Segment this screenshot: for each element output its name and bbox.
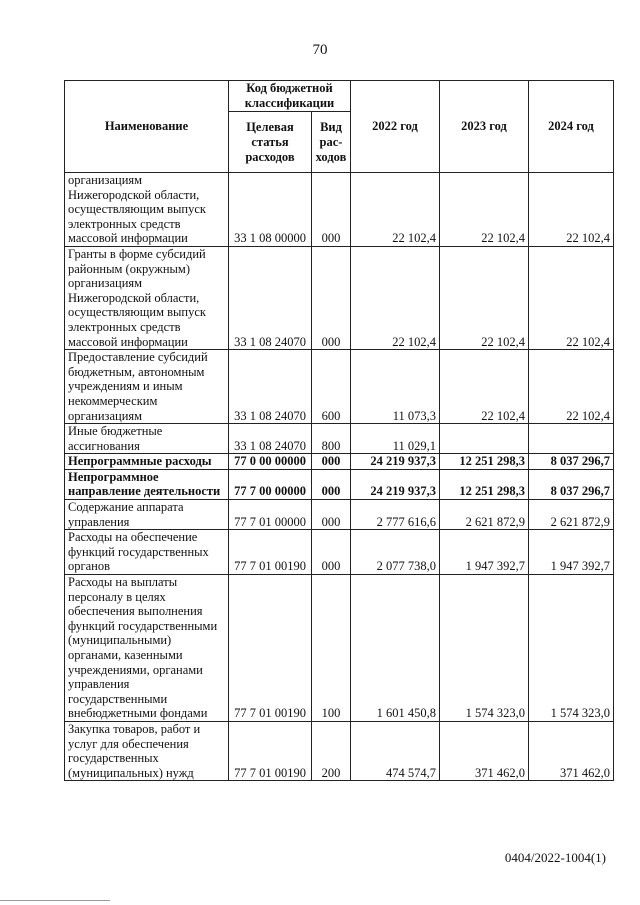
header-year-2023: 2023 год: [440, 81, 529, 173]
row-2024-value-cell: 1 574 323,0: [529, 575, 614, 722]
row-2024-value-cell: 22 102,4: [529, 246, 614, 349]
row-expense-kind-cell: 000: [312, 469, 351, 499]
row-2024-value-cell: [529, 424, 614, 454]
row-target-article-cell: 33 1 08 24070: [229, 424, 312, 454]
row-2023-value-cell: 22 102,4: [440, 350, 529, 424]
row-2024-value-cell: 8 037 296,7: [529, 454, 614, 470]
row-2023-value-cell: 1 574 323,0: [440, 575, 529, 722]
row-target-article-cell: 77 7 00 00000: [229, 469, 312, 499]
row-2023-value-cell: [440, 424, 529, 454]
row-2022-value-cell: 22 102,4: [351, 173, 440, 247]
table-row: [65, 575, 614, 722]
row-2024-value-cell: 1 947 392,7: [529, 530, 614, 575]
row-2023-value-cell: 22 102,4: [440, 246, 529, 349]
row-name-cell: Закупка товаров, работ и услуг для обеспечения государственных (муниципальных) нужд: [65, 721, 229, 780]
row-2024-value-cell: 371 462,0: [529, 721, 614, 780]
row-name-cell: организациям Нижегородской области, осуществляющим выпуск электронных средств массовой информации: [65, 173, 229, 247]
row-name-cell: Непрограммное направление деятельности: [65, 469, 229, 499]
row-name-cell: Иные бюджетные ассигнования: [65, 424, 229, 454]
row-expense-kind-cell: 000: [312, 530, 351, 575]
row-name-cell: Непрограммные расходы: [65, 454, 229, 470]
table-row: [65, 454, 614, 470]
header-code-group: Код бюджетной классификации: [229, 81, 351, 112]
row-2022-value-cell: 22 102,4: [351, 246, 440, 349]
table-row: [65, 424, 614, 454]
table-row: [65, 500, 614, 530]
row-2024-value-cell: 22 102,4: [529, 350, 614, 424]
row-2023-value-cell: 1 947 392,7: [440, 530, 529, 575]
row-target-article-cell: 33 1 08 24070: [229, 350, 312, 424]
row-name-cell: Предоставление субсидий бюджетным, автономным учреждениям и иным некоммерческим организациям: [65, 350, 229, 424]
row-2022-value-cell: 2 777 616,6: [351, 500, 440, 530]
row-2022-value-cell: 2 077 738,0: [351, 530, 440, 575]
row-expense-kind-cell: 000: [312, 500, 351, 530]
row-2024-value-cell: 22 102,4: [529, 173, 614, 247]
row-2023-value-cell: 2 621 872,9: [440, 500, 529, 530]
row-2022-value-cell: 1 601 450,8: [351, 575, 440, 722]
row-name-cell: Содержание аппарата управления: [65, 500, 229, 530]
row-target-article-cell: 77 7 01 00190: [229, 721, 312, 780]
header-expense-kind: Вид рас-ходов: [312, 112, 351, 173]
row-target-article-cell: 77 7 01 00000: [229, 500, 312, 530]
table-row: [65, 350, 614, 424]
header-target-article: Целевая статья расходов: [229, 112, 312, 173]
row-target-article-cell: 77 7 01 00190: [229, 575, 312, 722]
document-code: 0404/2022-1004(1): [504, 850, 606, 865]
row-target-article-cell: 33 1 08 00000: [229, 173, 312, 247]
row-2022-value-cell: 11 073,3: [351, 350, 440, 424]
row-expense-kind-cell: 000: [312, 246, 351, 349]
table-body: [65, 173, 614, 781]
row-2022-value-cell: 474 574,7: [351, 721, 440, 780]
header-year-2022: 2022 год: [351, 81, 440, 173]
row-expense-kind-cell: 000: [312, 454, 351, 470]
row-expense-kind-cell: 100: [312, 575, 351, 722]
row-name-cell: Расходы на обеспечение функций государственных органов: [65, 530, 229, 575]
table-row: [65, 721, 614, 780]
row-name-cell: Расходы на выплаты персоналу в целях обеспечения выполнения функций государственными (муниципальными) органами, казенными учреждениями, органами управления государственными внебюджетными фондами: [65, 575, 229, 722]
header-name: Наименование: [65, 81, 229, 173]
row-expense-kind-cell: 600: [312, 350, 351, 424]
row-2024-value-cell: 2 621 872,9: [529, 500, 614, 530]
row-2022-value-cell: 24 219 937,3: [351, 454, 440, 470]
footer-rule: [0, 900, 110, 901]
table-row: [65, 246, 614, 349]
table-row: [65, 173, 614, 247]
row-2023-value-cell: 12 251 298,3: [440, 469, 529, 499]
row-2023-value-cell: 22 102,4: [440, 173, 529, 247]
row-2023-value-cell: 12 251 298,3: [440, 454, 529, 470]
row-name-cell: Гранты в форме субсидий районным (окружным) организациям Нижегородской области, осуществляющим выпуск электронных средств массовой информации: [65, 246, 229, 349]
row-2022-value-cell: 24 219 937,3: [351, 469, 440, 499]
row-2024-value-cell: 8 037 296,7: [529, 469, 614, 499]
table-row: [65, 469, 614, 499]
row-expense-kind-cell: 200: [312, 721, 351, 780]
row-target-article-cell: 33 1 08 24070: [229, 246, 312, 349]
row-target-article-cell: 77 0 00 00000: [229, 454, 312, 470]
budget-table: [64, 80, 614, 781]
row-target-article-cell: 77 7 01 00190: [229, 530, 312, 575]
header-year-2024: 2024 год: [529, 81, 614, 173]
page-number: 70: [312, 42, 328, 58]
row-expense-kind-cell: 800: [312, 424, 351, 454]
table-row: [65, 530, 614, 575]
row-expense-kind-cell: 000: [312, 173, 351, 247]
row-2022-value-cell: 11 029,1: [351, 424, 440, 454]
row-2023-value-cell: 371 462,0: [440, 721, 529, 780]
